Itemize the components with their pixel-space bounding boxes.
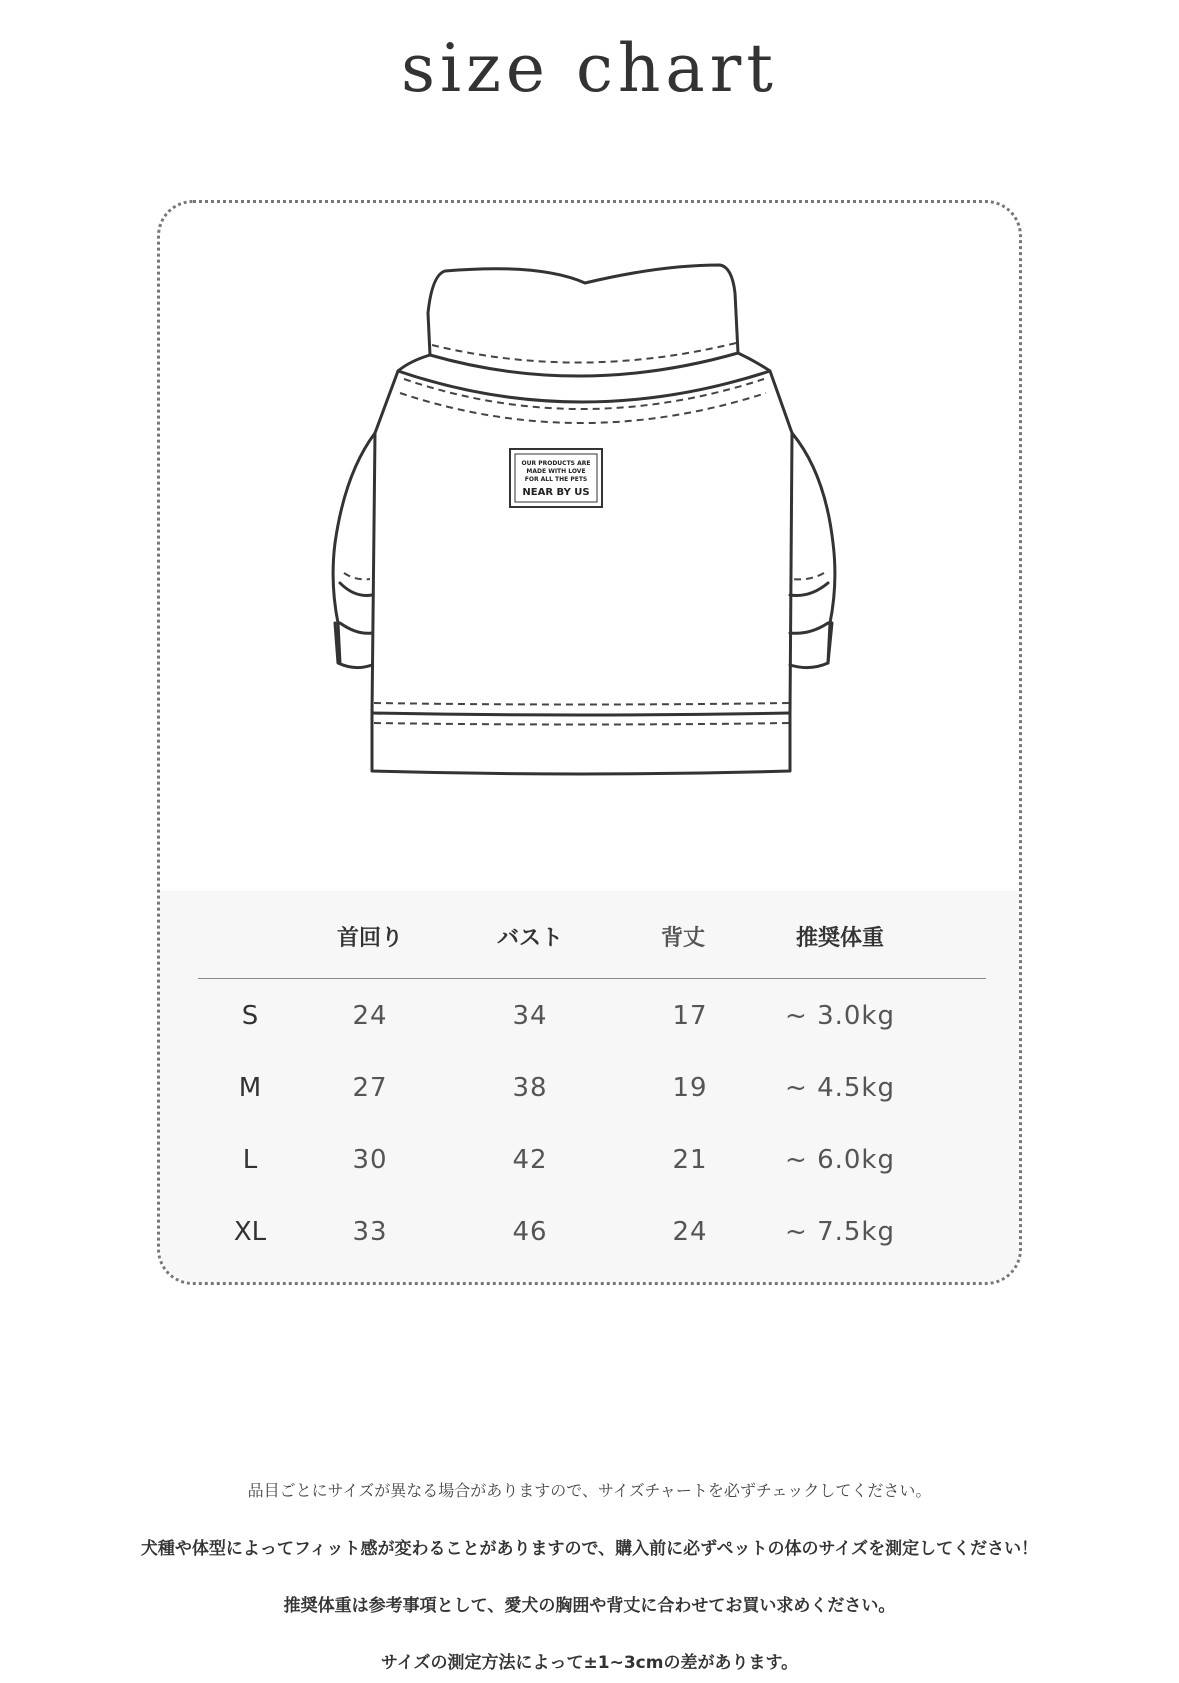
size-label: L bbox=[242, 1145, 258, 1175]
neck-value: 27 bbox=[352, 1073, 388, 1103]
back-value: 19 bbox=[672, 1073, 708, 1103]
weight-value: ~ 7.5kg bbox=[785, 1217, 895, 1247]
note-weight-reference: 推奨体重は参考事項として、愛犬の胸囲や背丈に合わせてお買い求めください。 bbox=[283, 1596, 896, 1616]
size-table bbox=[160, 891, 1022, 1285]
bust-value: 42 bbox=[512, 1145, 548, 1175]
header-bust: バスト bbox=[496, 926, 563, 951]
note-check-chart: 品目ごとにサイズが異なる場合がありますので、サイズチャートを必ずチェックしてください。 bbox=[247, 1481, 932, 1500]
bust-value: 46 bbox=[512, 1217, 548, 1247]
back-value: 21 bbox=[672, 1145, 708, 1175]
page-title: size chart bbox=[401, 30, 778, 107]
bust-value: 38 bbox=[512, 1073, 548, 1103]
weight-value: ~ 6.0kg bbox=[785, 1145, 895, 1175]
label-brand: NEAR BY US bbox=[522, 487, 590, 498]
label-line-2: MADE WITH LOVE bbox=[526, 468, 586, 475]
label-line-3: FOR ALL THE PETS bbox=[524, 476, 588, 483]
header-neck: 首回り bbox=[336, 926, 403, 951]
size-chart-card bbox=[157, 200, 1022, 1285]
size-label: S bbox=[241, 1001, 259, 1031]
neck-value: 33 bbox=[352, 1217, 388, 1247]
header-recommended-weight: 推奨体重 bbox=[795, 926, 884, 951]
size-label: M bbox=[238, 1073, 262, 1103]
note-measure-pet: 犬種や体型によってフィット感が変わることがありますので、購入前に必ずペットの体のサイズを測定してください！ bbox=[140, 1539, 1039, 1559]
header-back-length: 背丈 bbox=[660, 926, 705, 951]
back-value: 17 bbox=[672, 1001, 708, 1031]
weight-value: ~ 4.5kg bbox=[785, 1073, 895, 1103]
sweater-illustration bbox=[160, 203, 1022, 893]
neck-value: 30 bbox=[352, 1145, 388, 1175]
label-line-1: OUR PRODUCTS ARE bbox=[521, 460, 591, 467]
size-label: XL bbox=[233, 1217, 267, 1247]
note-measurement-tolerance: サイズの測定方法によって±1~3cmの差があります。 bbox=[380, 1653, 799, 1673]
bust-value: 34 bbox=[512, 1001, 548, 1031]
back-value: 24 bbox=[672, 1217, 708, 1247]
header-divider bbox=[198, 978, 986, 979]
weight-value: ~ 3.0kg bbox=[785, 1001, 895, 1031]
neck-value: 24 bbox=[352, 1001, 388, 1031]
